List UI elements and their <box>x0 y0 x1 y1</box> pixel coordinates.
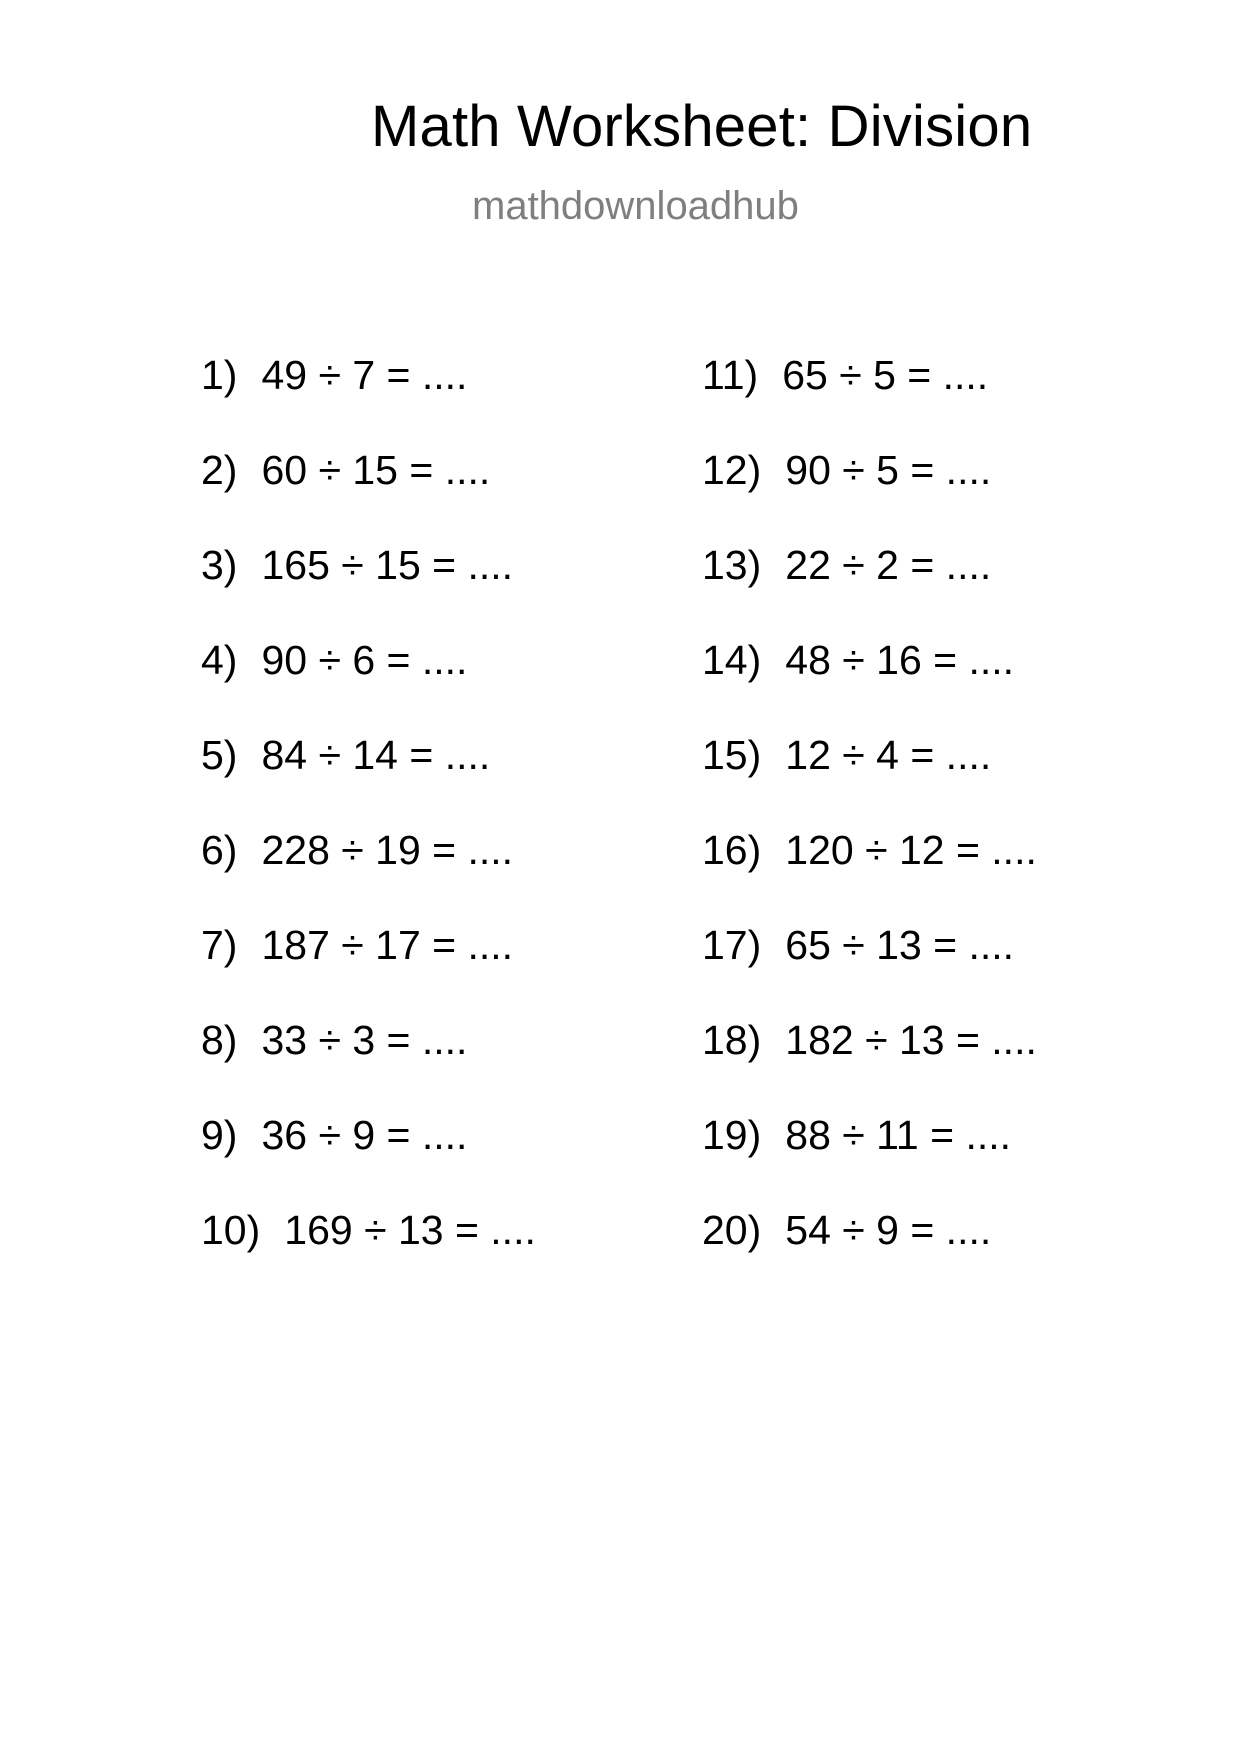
problem-expression: 182 ÷ 13 = .... <box>785 1017 1037 1063</box>
problem-item <box>702 1016 1132 1111</box>
problem-expression: 65 ÷ 13 = .... <box>785 922 1015 968</box>
problem-expression: 22 ÷ 2 = .... <box>785 542 992 588</box>
problem-number: 9) <box>201 1112 238 1158</box>
problem-number: 6) <box>201 827 238 873</box>
problem-number: 2) <box>201 447 238 493</box>
problem-item <box>702 731 1132 826</box>
problem-item <box>201 731 631 826</box>
problem-item <box>201 541 631 636</box>
problem-expression: 120 ÷ 12 = .... <box>785 827 1037 873</box>
problem-number: 12) <box>702 447 762 493</box>
problem-expression: 169 ÷ 13 = .... <box>284 1207 536 1253</box>
problem-item <box>702 1206 1132 1301</box>
problem-number: 18) <box>702 1017 762 1063</box>
problem-expression: 60 ÷ 15 = .... <box>261 447 491 493</box>
problem-item <box>702 636 1132 731</box>
problem-item <box>201 921 631 1016</box>
problem-number: 7) <box>201 922 238 968</box>
problem-number: 20) <box>702 1207 762 1253</box>
problem-number: 1) <box>201 352 238 398</box>
problem-expression: 84 ÷ 14 = .... <box>261 732 491 778</box>
problem-expression: 90 ÷ 5 = .... <box>785 447 992 493</box>
problem-item <box>201 636 631 731</box>
source-subtitle: mathdownloadhub <box>472 184 799 228</box>
problem-number: 10) <box>201 1207 261 1253</box>
problem-item <box>702 826 1132 921</box>
problem-expression: 90 ÷ 6 = .... <box>261 637 468 683</box>
problem-number: 19) <box>702 1112 762 1158</box>
problem-number: 13) <box>702 542 762 588</box>
problem-item <box>702 351 1132 446</box>
problem-item <box>702 541 1132 636</box>
problem-number: 17) <box>702 922 762 968</box>
problem-item <box>201 1206 631 1301</box>
problem-expression: 165 ÷ 15 = .... <box>261 542 514 588</box>
problem-expression: 187 ÷ 17 = .... <box>261 922 514 968</box>
problem-item <box>201 1111 631 1206</box>
problem-item <box>201 826 631 921</box>
problem-expression: 228 ÷ 19 = .... <box>261 827 514 873</box>
left-problem-column <box>201 351 631 1301</box>
problem-item <box>702 921 1132 1016</box>
problem-number: 3) <box>201 542 238 588</box>
problem-number: 5) <box>201 732 238 778</box>
problem-expression: 48 ÷ 16 = .... <box>785 637 1015 683</box>
problem-number: 4) <box>201 637 238 683</box>
problem-item <box>201 351 631 446</box>
page-title: Math Worksheet: Division <box>371 94 1033 159</box>
problem-number: 16) <box>702 827 762 873</box>
problem-item <box>201 446 631 541</box>
problem-number: 11) <box>702 352 759 398</box>
problem-number: 15) <box>702 732 762 778</box>
problem-item <box>702 446 1132 541</box>
problem-expression: 33 ÷ 3 = .... <box>261 1017 468 1063</box>
problem-expression: 88 ÷ 11 = .... <box>785 1112 1012 1158</box>
problem-item <box>201 1016 631 1111</box>
problem-item <box>702 1111 1132 1206</box>
problem-expression: 49 ÷ 7 = .... <box>261 352 468 398</box>
problem-number: 14) <box>702 637 762 683</box>
problem-expression: 54 ÷ 9 = .... <box>785 1207 992 1253</box>
problem-expression: 36 ÷ 9 = .... <box>261 1112 468 1158</box>
problem-number: 8) <box>201 1017 238 1063</box>
problem-expression: 12 ÷ 4 = .... <box>785 732 992 778</box>
right-problem-column <box>702 351 1132 1301</box>
problem-expression: 65 ÷ 5 = .... <box>782 352 989 398</box>
